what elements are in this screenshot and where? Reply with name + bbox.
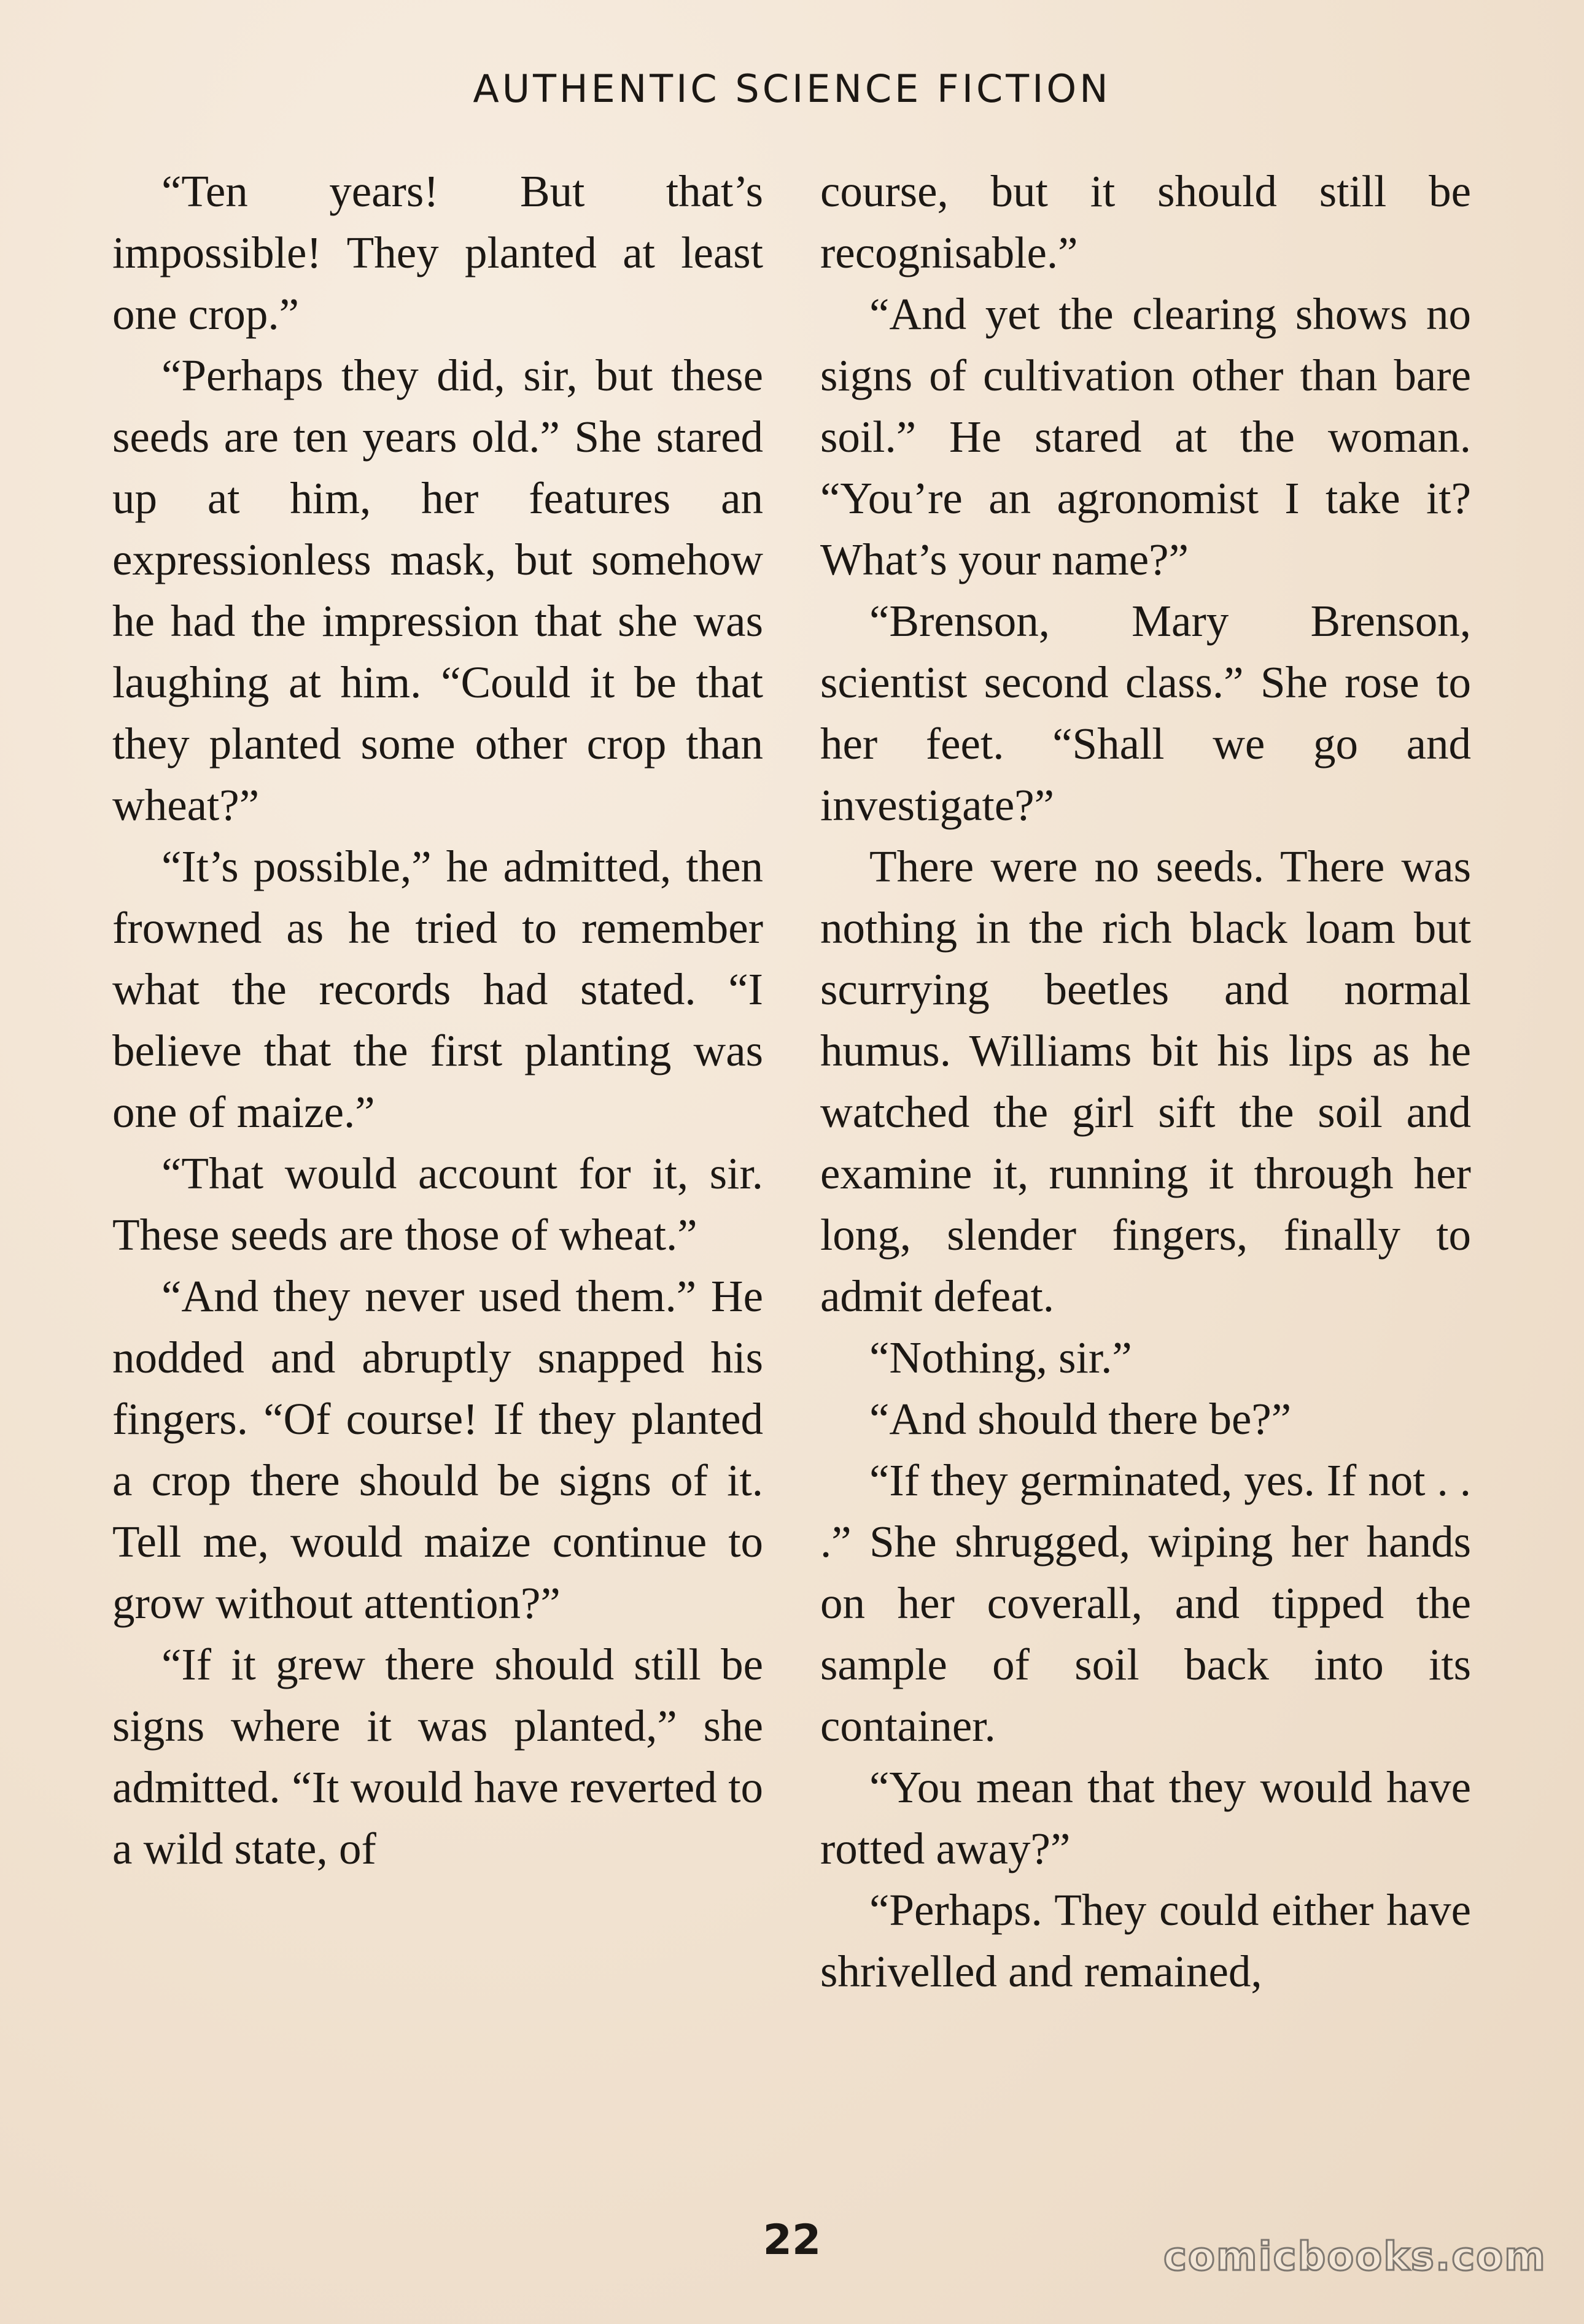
paragraph: “Perhaps. They could either have shrivelled and remained, [820,1885,1471,1996]
paragraph: “And should there be?” [869,1394,1292,1444]
paragraph: “You mean that they would have rotted away?” [820,1762,1471,1873]
page-number: 22 [763,2216,821,2264]
paragraph: “It’s possible,” he admitted, then frowned as he tried to remember what the records had stated. “I believe that the first planting was one of maize.” [112,842,763,1137]
paragraph: “Nothing, sir.” [869,1333,1132,1382]
paragraph: “That would account for it, sir. These seeds are those of wheat.” [112,1148,763,1260]
watermark: comicbooks.com [1163,2234,1547,2280]
paragraph: “And yet the clearing shows no signs of cultivation other than bare soil.” He stared at the woman. “You’re an agronomist I take it? What’s your name?” [820,289,1471,584]
paragraph: “If it grew there should still be signs where it was planted,” she admitted. “It would have reverted to a wild state, of [112,1640,763,1873]
paragraph: “Brenson, Mary Brenson, scientist second class.” She rose to her feet. “Shall we go and investigate?” [820,596,1471,830]
paragraph: “And they never used them.” He nodded and abruptly snapped his fingers. “Of course! If they planted a crop there should be signs of it. Tell me, would maize continue to grow without attention?” [112,1271,763,1628]
paragraph-continuation: course, but it should still be recognisable.” [820,166,1471,277]
left-column [112,161,763,1880]
paragraph: “If they germinated, yes. If not . . .” She shrugged, wiping her hands on her coverall, and tipped the sample of soil back into its container. [820,1455,1471,1751]
paragraph: “Perhaps they did, sir, but these seeds are ten years old.” She stared up at him, her features an expressionless mask, but somehow he had the impression that she was laughing at him. “Could it be that they planted some other crop than wheat?” [112,351,763,830]
running-title: AUTHENTIC SCIENCE FICTION [473,66,1111,111]
paragraph: “Ten years! But that’s impossible! They planted at least one crop.” [112,166,763,339]
paragraph: There were no seeds. There was nothing in the rich black loam but scurrying beetles and normal humus. Williams bit his lips as he watched the girl sift the soil and examine it, running it through her long, slender fingers, finally to admit defeat. [820,842,1471,1321]
right-column [820,161,1471,2002]
